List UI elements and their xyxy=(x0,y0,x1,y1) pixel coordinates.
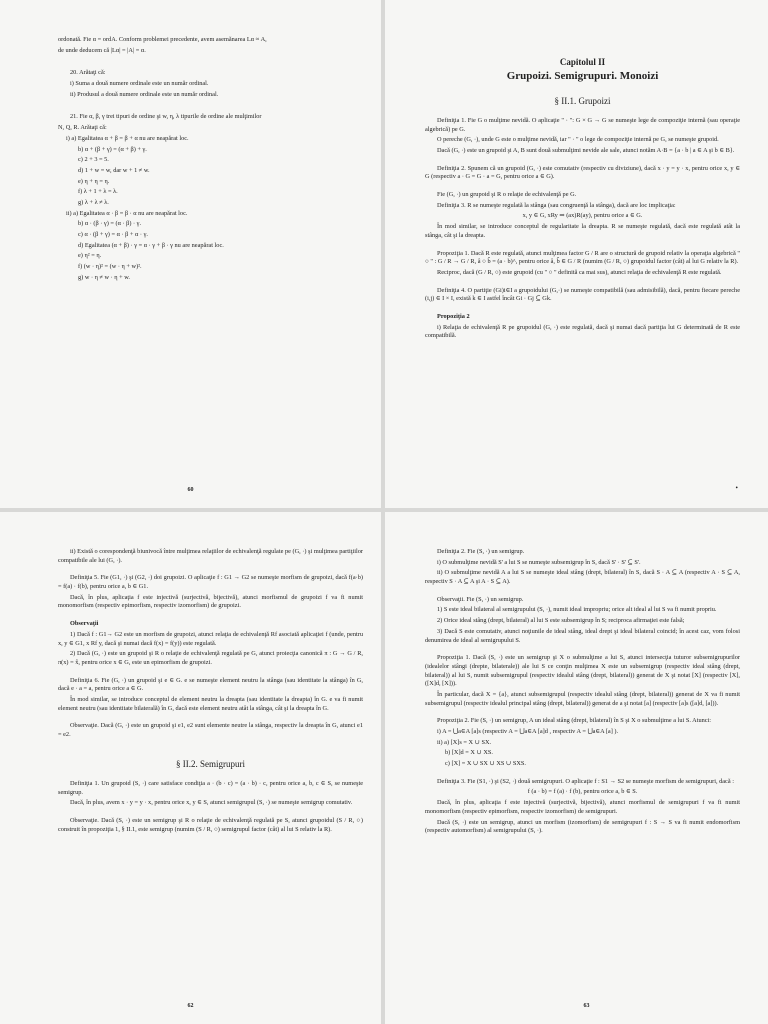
paragraph: În mod similar, se introduce conceptul de regularitate la dreapta. R se numeşte regulată, dacă este regulată atât la stânga, cât şi la dreapta. xyxy=(425,223,740,239)
paragraph: i) Relaţia de echivalenţă R pe grupoidul (G, ·) este regulată, dacă şi numai dacă partiţia lui G determinată de R este compatibilă. xyxy=(425,323,740,340)
chapter-label: Capitolul II xyxy=(559,57,606,67)
paragraph: e) η² = η. xyxy=(78,252,102,260)
paragraph: Definiţia 1. Un grupoid (S, ·) care satisface condiţia a · (b · c) = (a · b) · c, pentru orice a, b, c ∈ S, se numeşte semigrup. xyxy=(58,780,363,796)
paragraph: i) A = ⋃a∈A [a]s (respectiv A = ⋃a∈A [a]d , respectiv A = ⋃a∈A [a] ). xyxy=(437,728,619,735)
paragraph: 2) Orice ideal stâng (drept, bilateral) al lui S este subsemigrup în S; reciproca afirmaţiei este falsă; xyxy=(437,617,685,625)
paragraph: b) α + (β + γ) = (α + β) + γ. xyxy=(78,145,147,153)
problem-21-title: 21. Fie α, β, γ trei tipuri de ordine şi w, η, λ tipurile de ordine ale mulţimilor xyxy=(70,113,262,121)
paragraph: Observaţie. Dacă (S, ·) este un semigrup şi R o relaţie de echivalenţă regulată pe S, atunci grupoidul (S / R, ○) construit în propoziţia 1, § II.1, este semigrup (numim (S / R, ○) semigrupul factor (cât) al lui S relativ la R). xyxy=(58,817,363,833)
paragraph: 1) Dacă f : G1→ G2 este un morfism de grupoizi, atunci relaţia de echivalenţă Rf asociată aplicaţiei f (unde, pentru x, y ∈ G1, x Rf y, dacă şi numai dacă f(x) = f(y)) este regulată. xyxy=(58,630,363,647)
paragraph: 2) Dacă (G, ·) este un grupoid şi R o relaţie de echivalenţă regulată pe G, atunci proiecţia canonică π : G → G / R, π(x) = x̂, pentru orice x ∈ G, este un epimorfism de grupoizi. xyxy=(58,650,363,666)
problem-21-items xyxy=(58,135,363,283)
page-mark: • xyxy=(735,484,738,493)
paragraph: ii) a) [X]s = X ∪ SX. xyxy=(437,738,492,746)
chapter-title: Grupoizi. Semigrupuri. Monoizi xyxy=(506,70,659,83)
paragraph: Observaţii xyxy=(70,620,99,628)
paragraph: b) α · (β · γ) = (α · β) · γ. xyxy=(78,220,142,228)
paragraph: x, y ∈ G, xRy ⇒ (ax)R(ay), pentru orice a ∈ G. xyxy=(522,212,643,220)
paragraph: ii) O submulţime nevidă A a lui S se numeşte ideal stâng (drept, bilateral) în S, dacă S · A ⊆ A (respectiv A · S ⊆ A, respectiv S · A ⊆ A şi A · S ⊆ A). xyxy=(425,569,740,586)
paragraph: Propoziţia 2 xyxy=(437,312,470,320)
paragraph: Definiţia 2. Fie (S, ·) un semigrup. xyxy=(437,548,525,555)
page-number: 63 xyxy=(583,1002,590,1009)
page-63-body xyxy=(425,548,740,836)
paragraph: f) λ + 1 + λ = λ. xyxy=(78,188,118,196)
problem-20-item: i) Suma a două numere ordinale este un număr ordinal. xyxy=(70,80,209,88)
paragraph: Dacă (G, ·) este un grupoid şi A, B sunt două submulţimi nevide ale sale, atunci notăm A·B = {a · b | a ∈ A şi b ∈ B}. xyxy=(437,147,735,155)
page-number: 60 xyxy=(187,486,194,493)
paragraph: i) O submulţime nevidă S' a lui S se numeşte subsemigrup în S, dacă S' · S' ⊆ S'. xyxy=(437,558,641,566)
paragraph: Definiţia 3. R se numeşte regulată la stânga (sau congruenţă la stânga), dacă are loc implicaţia: xyxy=(437,201,676,209)
paragraph: i) a) Egalitatea α + β = β + α nu are neapărat loc. xyxy=(66,134,189,142)
paragraph: g) λ + λ ≠ λ. xyxy=(78,198,109,206)
paragraph: Definiţia 1. Fie G o mulţime nevidă. O aplicaţie " · ": G × G → G se numeşte lege de compoziţie internă (sau operaţie algebrică) pe G. xyxy=(425,116,740,133)
page-63 xyxy=(385,512,768,1024)
paragraph: Definiţia 4. O partiţie (Gi)i∈I a grupoidului (G,·) se numeşte compatibilă (sau admisibilă), dacă, pentru fiecare pereche (i,j) ∈ I × I, există k ∈ I astfel încât Gi · Gj ⊆ Gk. xyxy=(425,286,740,303)
paragraph: f (a · b) = f (a) · f (b), pentru orice a, b ∈ S. xyxy=(527,788,638,796)
paragraph: Definiţia 6. Fie (G, ·) un grupoid şi e ∈ G. e se numeşte element neutru la stânga (sau identitate la stânga) în G, dacă e · a = a, pentru orice a ∈ G. xyxy=(58,676,363,693)
paragraph: ii) Există o corespondenţă biunivocă între mulţimea relaţiilor de echivalenţă regulate pe (G, ·) şi mulţimea partiţiilor compatibile ale lui (G, ·). xyxy=(58,548,363,564)
paragraph: Dacă, în plus, avem x · y = y · x, pentru orice x, y ∈ S, atunci semigrupul (S, ·) se numeşte semigrup comutativ. xyxy=(70,799,353,807)
section-title: § II.2. Semigrupuri xyxy=(176,758,245,769)
paragraph: Definiţia 5. Fie (G1, ·) şi (G2, ·) doi grupoizi. O aplicaţie f : G1 → G2 se numeşte morfism de grupoizi, dacă f(a·b) = f(a) · f(b), pentru orice a, b ∈ G1. xyxy=(58,574,363,591)
paragraph: O pereche (G, ·), unde G este o mulţime nevidă, iar " · " o lege de compoziţie internă pe G, se numeşte grupoid. xyxy=(437,136,719,144)
paragraph: Dacă, în plus, aplicaţia f este injectivă (surjectivă, bijectivă), atunci morfismul de grupoizi f va fi numit monomorfism (respectiv epimorfism, respectiv izomorfism) de grupoizi. xyxy=(58,593,363,610)
page-62 xyxy=(0,512,381,1024)
paragraph: c) 2 + 3 = 5. xyxy=(78,156,109,164)
paragraph: d) 1 + w = w, dar w + 1 ≠ w. xyxy=(78,166,150,174)
paragraph: Reciproc, dacă (G / R, ○) este grupoid (cu " ○ " definită ca mai sus), atunci relaţia de echivalenţă R este regulată. xyxy=(437,268,722,276)
page-62-body-2 xyxy=(58,780,363,834)
intro-line-2: de unde deducem că |Lα| = |A| = α. xyxy=(58,46,146,54)
paragraph: Observaţie. Dacă (G, ·) este un grupoid şi e1, e2 sunt elemente neutre la stânga, respectiv la dreapta în G, atunci e1 = e2. xyxy=(58,722,363,738)
page-number: 62 xyxy=(187,1002,194,1009)
paragraph: Dacă (S, ·) este un semigrup, atunci un morfism (izomorfism) de semigrupuri f : S → S va fi numit endomorfism (respectiv automorfism) al semigrupului (S, ·). xyxy=(425,818,740,835)
problem-20-item: ii) Produsul a două numere ordinale este un număr ordinal. xyxy=(70,90,219,98)
page-62-body xyxy=(58,548,363,740)
intro-line-1: ordonată. Fie α = ordA. Conform problemei precedente, avem asemănarea Lα ≈ A, xyxy=(58,36,267,43)
paragraph: Propoziţia 1. Dacă R este regulată, atunci mulţimea factor G / R are o structură de grupoid relativ la operaţia algebrică " ○ " : G / R → G / R, â ○ b̂ = (a · b)^, pentru orice â, b̂ ∈ G / R (numim (G / R, ○) grupoidul factor (cât) al lui G relativ la R). xyxy=(425,249,740,266)
paragraph: e) η + η = η. xyxy=(78,177,110,185)
paragraph: f) (w · η)² = (w · η + w)². xyxy=(78,263,142,271)
paragraph: Dacă, în plus, aplicaţia f este injectivă (surjectivă, bijectivă), atunci morfismul de semigrupuri f va fi numit monomorfism (respectiv epimorfism, respectiv izomorfism) de semigrupuri. xyxy=(425,799,740,815)
paragraph: c) [X] = X ∪ SX ∪ XS ∪ SXS. xyxy=(445,760,526,768)
paragraph: Propoziţia 2. Fie (S, ·) un semigrup, A un ideal stâng (drept, bilateral) în S şi X o submulţime a lui S. Atunci: xyxy=(437,717,712,725)
paragraph: 3) Dacă S este comutativ, atunci noţiunile de ideal stâng, ideal drept şi ideal bilateral coincid; în acest caz, vom folosi denumirea de ideal al semigrupului S. xyxy=(425,627,740,644)
paragraph: Observaţii. Fie (S, ·) un semigrup. xyxy=(437,595,524,603)
paragraph: În particular, dacă X = {a}, atunci subsemigrupul (respectiv idealul stâng (drept, bilateral)) generat de X va fi numit subsemigrupul (respectiv idealul principal stâng (drept, bilateral)) generat de a şi notat [a] (respectiv [a]s ([a]d, [a])). xyxy=(425,690,740,707)
paragraph: Fie (G, ·) un grupoid şi R o relaţie de echivalenţă pe G. xyxy=(437,191,577,199)
problem-21-title-cont: N, Q, R. Arătaţi că: xyxy=(58,124,107,132)
problem-20-title: 20. Arătaţi că: xyxy=(70,69,106,77)
paragraph: Definiţia 2. Spunem că un grupoid (G, ·) este comutativ (respectiv cu diviziune), dacă x · y = y · x, pentru orice x, y ∈ G (respectiv a · G = G · a = G, pentru orice a ∈ G). xyxy=(425,164,740,181)
page-61 xyxy=(385,0,768,508)
section-title: § II.1. Grupoizi xyxy=(554,95,611,106)
page-61-body xyxy=(425,117,740,341)
paragraph: b) [X]d = X ∪ XS. xyxy=(445,749,494,757)
paragraph: Propoziţia 1. Dacă (S, ·) este un semigrup şi X o submulţime a lui S, atunci intersecţia tuturor subsemigrupurilor (idealelor stângi (drepte, bilaterale)) ale lui S ce conţin mulţimea X este un subsemigrup (respectiv ideal stâng (drept, bilateral)) al lui S, numit subsemigrupul (respectiv idealul stâng (drept, bilateral)) generat de X şi notat [X] (respectiv [X], ([X]d, [X])). xyxy=(425,654,740,688)
paragraph: Definiţia 3. Fie (S1, ·) şi (S2, ·) două semigrupuri. O aplicaţie f : S1 → S2 se numeşte morfism de semigrupuri, dacă : xyxy=(437,777,734,785)
paragraph: În mod similar, se introduce conceptul de element neutru la dreapta (sau identitate la dreapta) în G. e va fi numit element neutru (sau identitate bilaterală) în G, dacă este element neutru atât la stânga, cât şi la dreapta în G. xyxy=(58,695,363,712)
paragraph: c) α · (β + γ) = α · β + α · γ. xyxy=(78,231,148,238)
paragraph: ii) a) Egalitatea α · β = β · α nu are neapărat loc. xyxy=(66,209,188,217)
paragraph: 1) S este ideal bilateral al semigrupului (S, ·), numit ideal impropriu; orice alt ideal al lui S va fi numit propriu. xyxy=(437,606,717,614)
paragraph: g) w · η ≠ w · η + w. xyxy=(78,273,131,281)
page-60 xyxy=(0,0,381,508)
paragraph: d) Egalitatea (α + β) · γ = α · γ + β · γ nu are neapărat loc. xyxy=(78,241,224,249)
